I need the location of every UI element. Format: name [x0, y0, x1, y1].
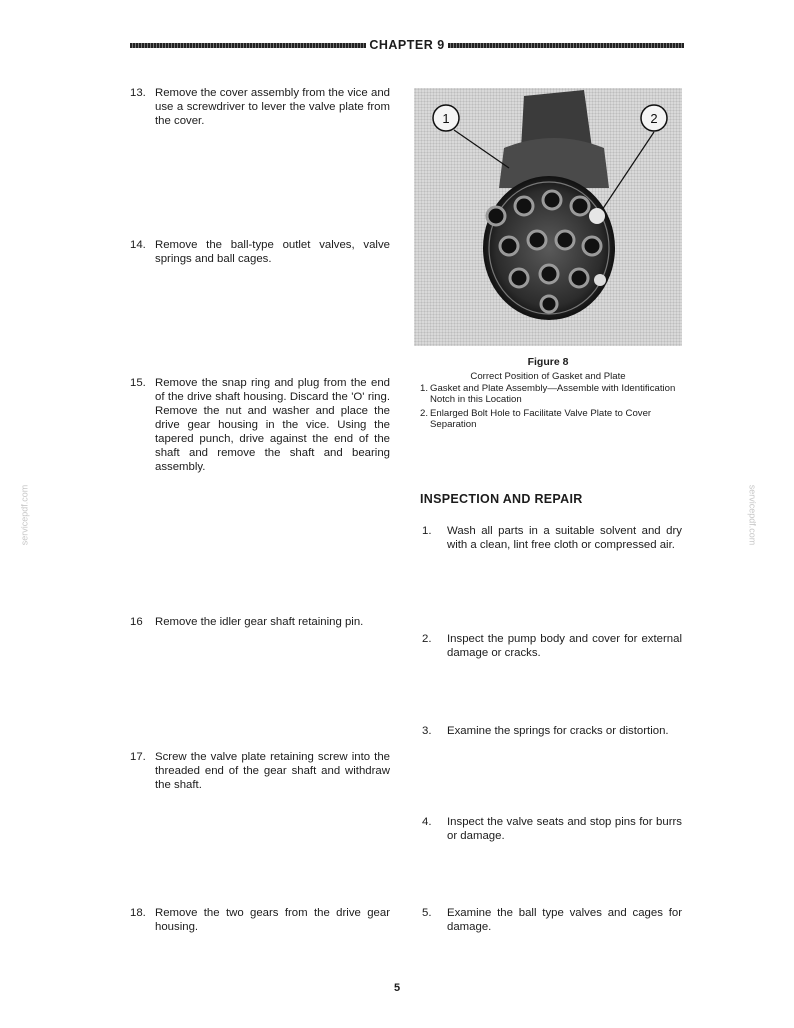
step-number: 16	[130, 616, 143, 628]
inspection-step-3	[422, 724, 682, 738]
pump-cover-photo	[414, 88, 682, 346]
step-number: 1.	[422, 525, 432, 537]
step-number: 15.	[130, 377, 146, 389]
step-text: Remove the two gears from the drive gear housing.	[155, 907, 390, 933]
step-text: Wash all parts in a suitable solvent and dry with a clean, lint free cloth or compressed air.	[447, 525, 682, 551]
step-14	[130, 238, 390, 266]
caption-text: Enlarged Bolt Hole to Facilitate Valve Plate to Cover Separation	[430, 408, 652, 430]
section-heading: INSPECTION AND REPAIR	[420, 492, 583, 506]
step-15	[130, 376, 390, 474]
step-17	[130, 750, 390, 792]
watermark-right: servicepdf.com	[747, 484, 758, 546]
callout-1-label: 1	[442, 111, 450, 126]
caption-text: Gasket and Plate Assembly—Assemble with Identification Notch in this Location	[430, 383, 676, 405]
step-text: Remove the cover assembly from the vice and use a screwdriver to lever the valve plate from the cover.	[155, 87, 390, 127]
step-text: Inspect the pump body and cover for external damage or cracks.	[447, 633, 682, 659]
step-16	[130, 615, 390, 629]
figure-title: Figure 8	[527, 356, 569, 368]
step-text: Examine the springs for cracks or distortion.	[447, 725, 669, 737]
step-number: 18.	[130, 907, 146, 919]
step-text: Remove the snap ring and plug from the end of the drive shaft housing. Discard the 'O' ring. Remove the nut and washer and place the drive gear housing in the vice. Using the tapered punch, drive against the end of the shaft and remove the shaft and bearing assembly.	[155, 377, 390, 473]
caption-number: 2.	[420, 408, 429, 419]
step-text: Examine the ball type valves and cages for damage.	[447, 907, 682, 933]
step-text: Inspect the valve seats and stop pins for burrs or damage.	[447, 816, 682, 842]
step-number: 13.	[130, 87, 146, 99]
watermark-left: servicepdf.com	[19, 484, 30, 546]
step-18	[130, 906, 390, 934]
step-number: 5.	[422, 907, 432, 919]
caption-number: 1.	[420, 383, 429, 394]
inspection-step-5	[422, 906, 682, 934]
step-text: Remove the idler gear shaft retaining pin.	[155, 616, 364, 628]
inspection-step-1	[422, 524, 682, 552]
header-rule-right	[448, 43, 684, 48]
step-number: 2.	[422, 633, 432, 645]
figure-photo	[414, 88, 682, 346]
figure-subtitle: Correct Position of Gasket and Plate	[470, 371, 626, 382]
inspection-step-2	[422, 632, 682, 660]
page-number: 5	[393, 982, 401, 994]
inspection-step-4	[422, 815, 682, 843]
step-number: 4.	[422, 816, 432, 828]
step-text: Screw the valve plate retaining screw into the threaded end of the gear shaft and withdraw the shaft.	[155, 751, 390, 791]
step-number: 17.	[130, 751, 146, 763]
chapter-title: CHAPTER 9	[369, 38, 445, 52]
figure-caption-1	[420, 383, 682, 405]
figure-caption-2	[420, 408, 682, 430]
step-13	[130, 86, 390, 128]
header-rule-left	[130, 43, 366, 48]
step-text: Remove the ball-type outlet valves, valve springs and ball cages.	[155, 239, 390, 265]
callout-2-label: 2	[650, 111, 658, 126]
step-number: 3.	[422, 725, 432, 737]
chapter-header	[130, 38, 684, 52]
step-number: 14.	[130, 239, 146, 251]
